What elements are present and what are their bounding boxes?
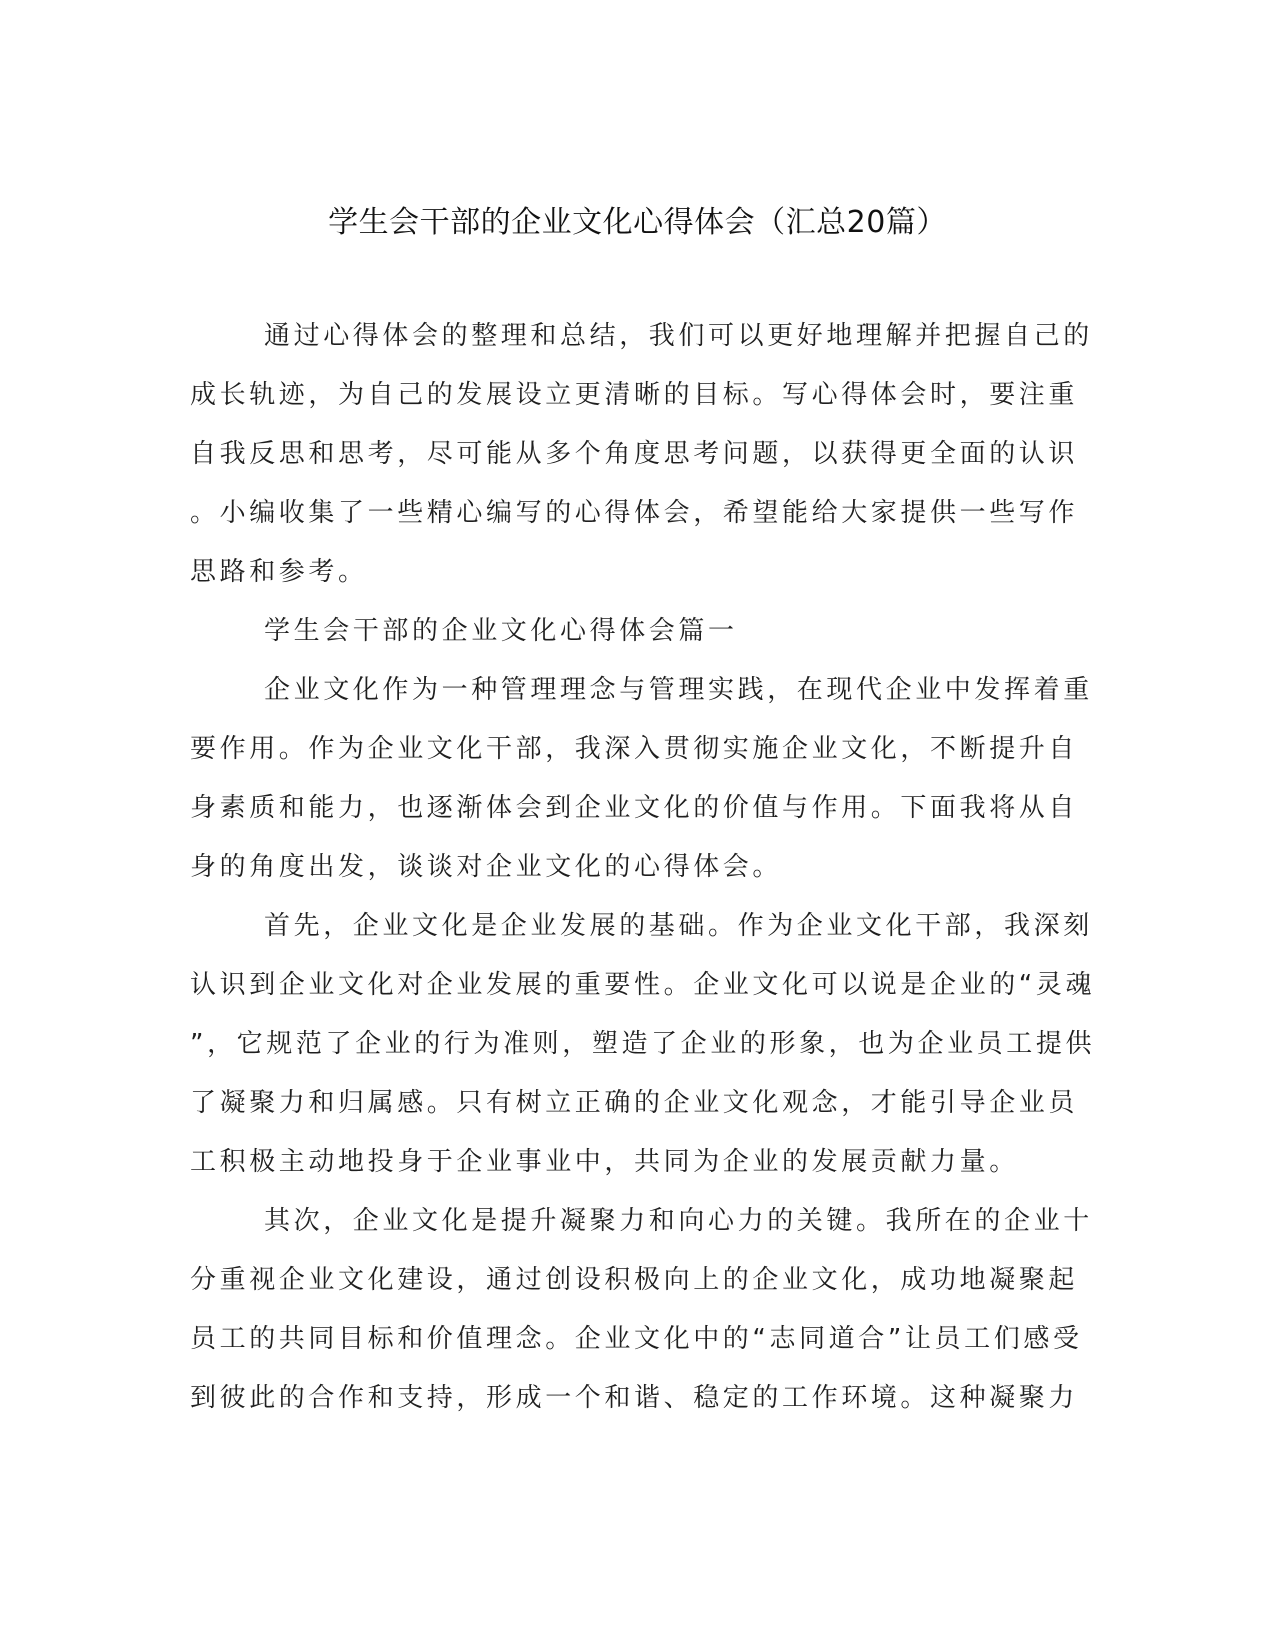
- paragraph-line: 要作用。作为企业文化干部，我深入贯彻实施企业文化，不断提升自: [190, 734, 1079, 764]
- paragraph-line: 分重视企业文化建设，通过创设积极向上的企业文化，成功地凝聚起: [190, 1265, 1079, 1295]
- paragraph-line: 首先，企业文化是企业发展的基础。作为企业文化干部，我深刻: [264, 911, 1093, 941]
- paragraph-line: 其次，企业文化是提升凝聚力和向心力的关键。我所在的企业十: [264, 1206, 1093, 1236]
- paragraph-line: 成长轨迹，为自己的发展设立更清晰的目标。写心得体会时，要注重: [190, 380, 1079, 410]
- paragraph-line: 认识到企业文化对企业发展的重要性。企业文化可以说是企业的“灵魂: [190, 970, 1096, 1000]
- paragraph-line: 自我反思和思考，尽可能从多个角度思考问题，以获得更全面的认识: [190, 439, 1079, 469]
- paragraph-line: 。小编收集了一些精心编写的心得体会，希望能给大家提供一些写作: [190, 498, 1079, 528]
- paragraph-line: ”，它规范了企业的行为准则，塑造了企业的形象，也为企业员工提供: [190, 1029, 1096, 1059]
- paragraph-line: 身素质和能力，也逐渐体会到企业文化的价值与作用。下面我将从自: [190, 793, 1079, 823]
- paragraph-line: 身的角度出发，谈谈对企业文化的心得体会。: [190, 852, 783, 882]
- paragraph-line: 了凝聚力和归属感。只有树立正确的企业文化观念，才能引导企业员: [190, 1088, 1079, 1118]
- paragraph-line: 工积极主动地投身于企业事业中，共同为企业的发展贡献力量。: [190, 1147, 1019, 1177]
- document-title: 学生会干部的企业文化心得体会（汇总20篇）: [328, 205, 947, 240]
- paragraph-line: 到彼此的合作和支持，形成一个和谐、稳定的工作环境。这种凝聚力: [190, 1383, 1079, 1413]
- paragraph-line: 员工的共同目标和价值理念。企业文化中的“志同道合”让员工们感受: [190, 1324, 1083, 1354]
- paragraph-line: 通过心得体会的整理和总结，我们可以更好地理解并把握自己的: [264, 321, 1093, 351]
- section-heading: 学生会干部的企业文化心得体会篇一: [264, 616, 738, 646]
- paragraph-line: 企业文化作为一种管理理念与管理实践，在现代企业中发挥着重: [264, 675, 1093, 705]
- paragraph-line: 思路和参考。: [190, 557, 368, 587]
